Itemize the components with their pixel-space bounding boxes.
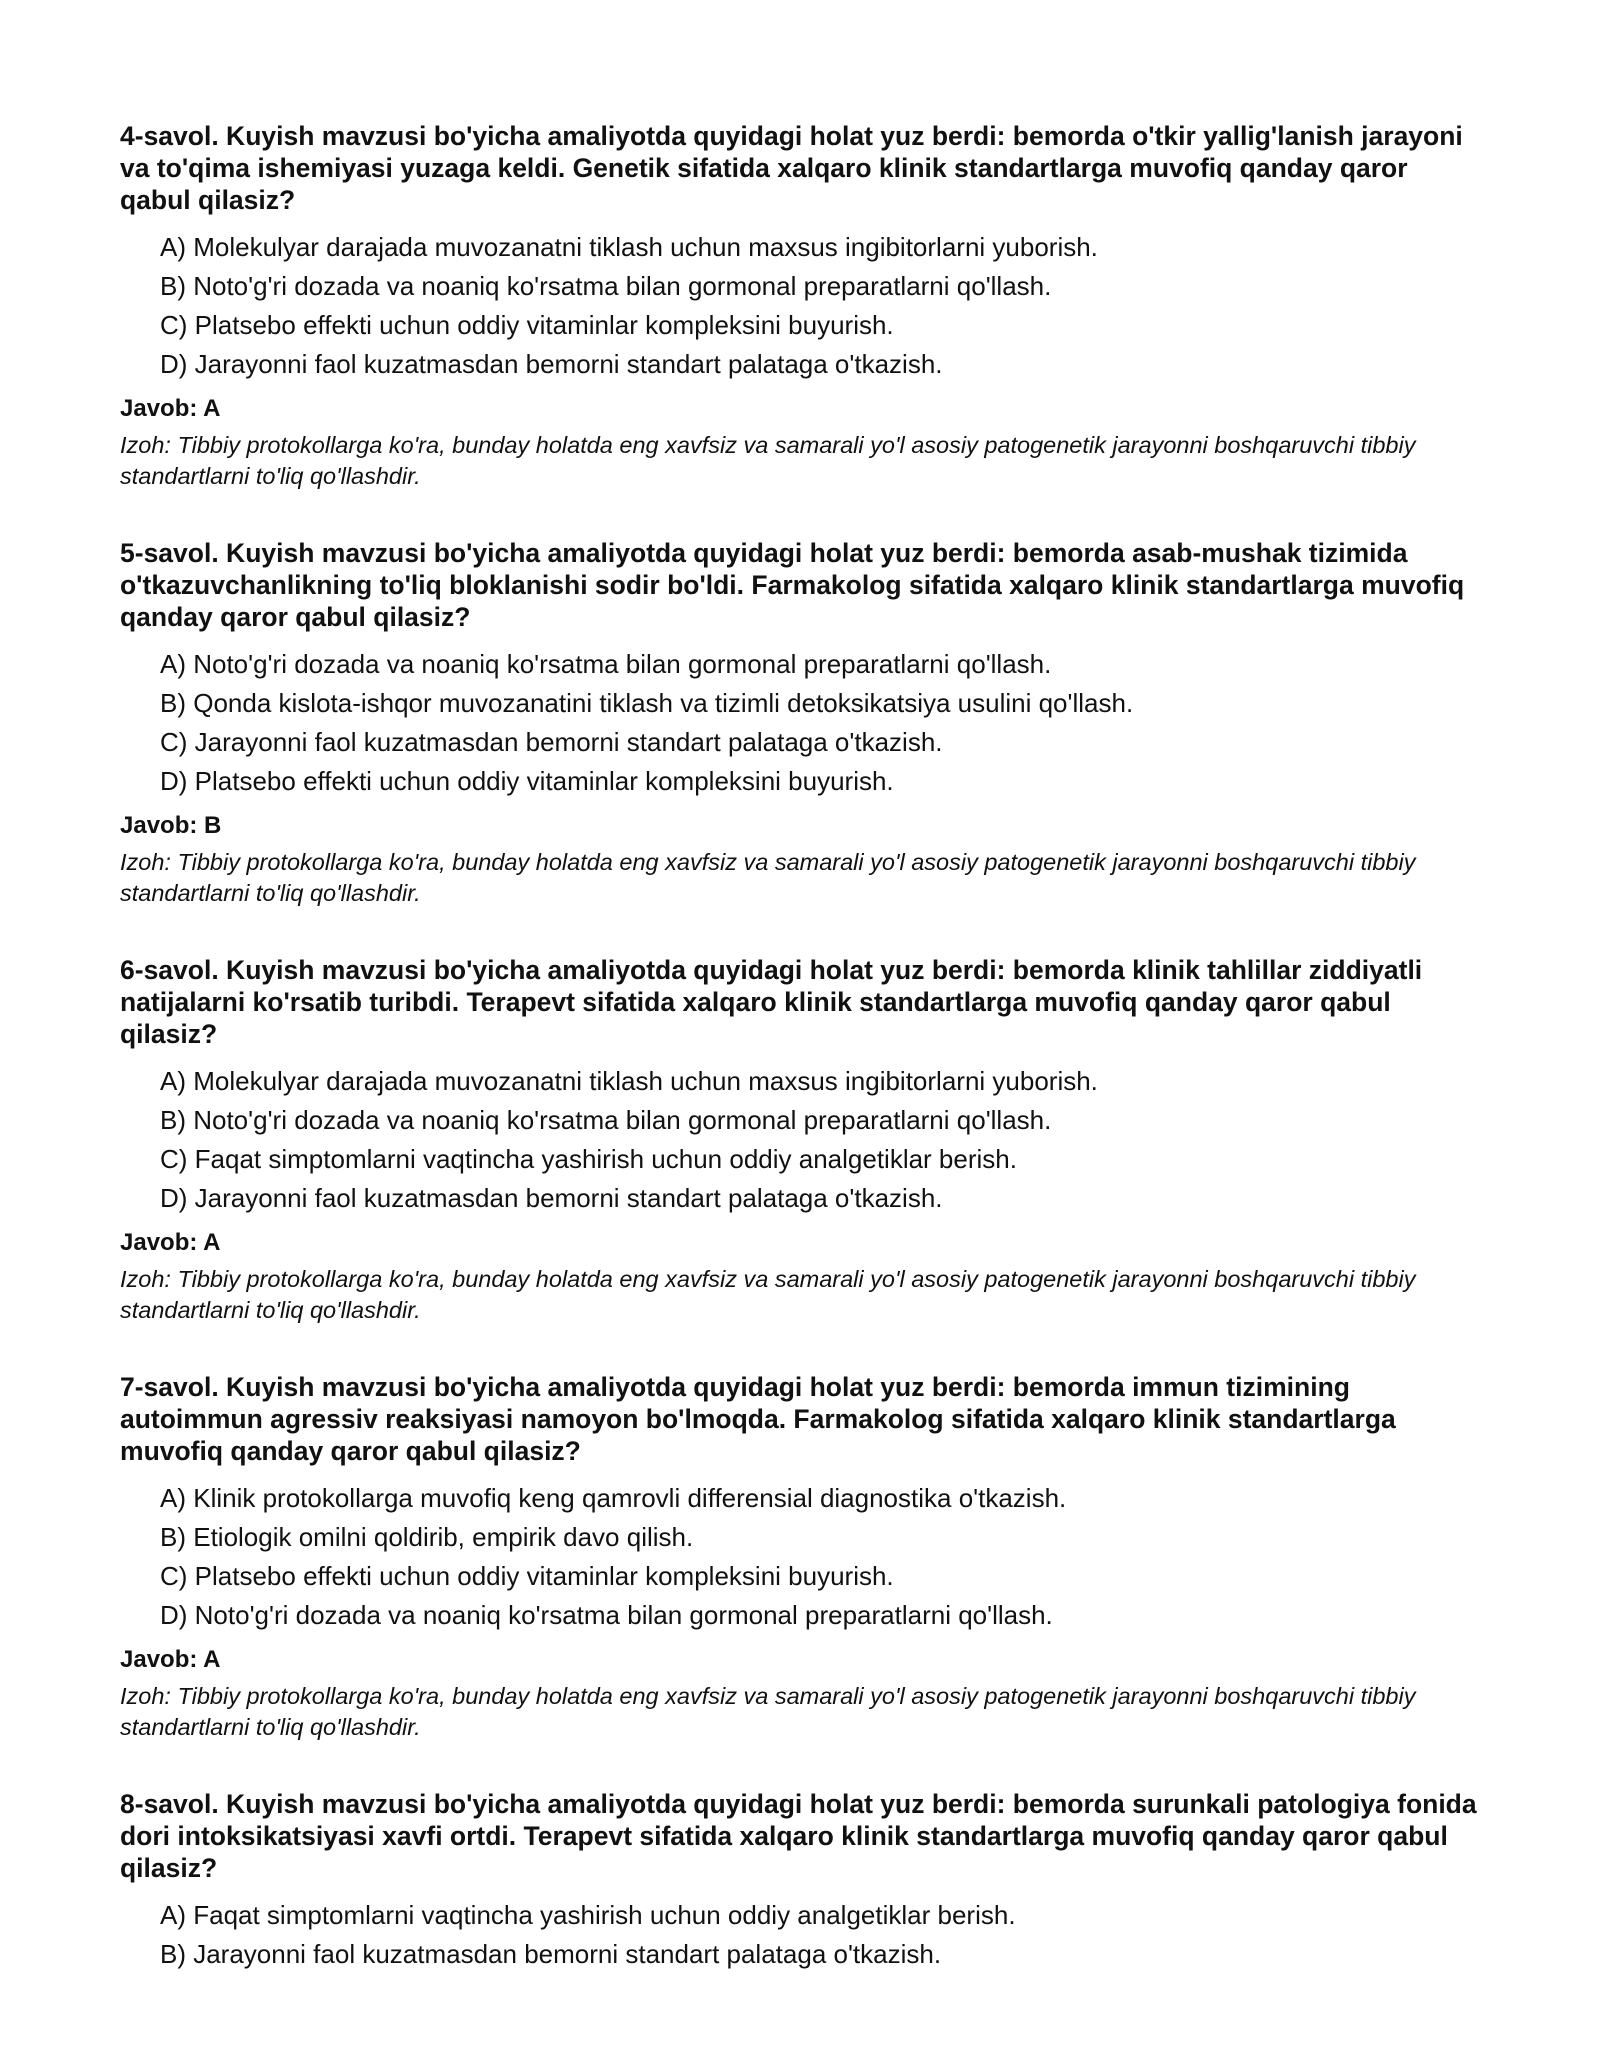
option-d: D) Jarayonni faol kuzatmasdan bemorni standart palataga o'tkazish. (160, 349, 943, 379)
question-title: 8-savol. Kuyish mavzusi bo'yicha amaliyotda quyidagi holat yuz berdi: bemorda surunkali patologiya fonida dori intoksikatsiyasi xavfi ortdi. Terapevt sifatida xalqaro klinik standartlarga muvofiq qanday qaror qabul qilasiz? (120, 1789, 1477, 1883)
option-b: B) Jarayonni faol kuzatmasdan bemorni standart palataga o'tkazish. (160, 1939, 942, 1969)
answer-line: Javob: A (120, 1229, 221, 1256)
option-d: D) Jarayonni faol kuzatmasdan bemorni standart palataga o'tkazish. (160, 1183, 943, 1213)
explanation-note: Izoh: Tibbiy protokollarga ko'ra, bunday holatda eng xavfsiz va samarali yo'l asosiy patogenetik jarayonni boshqaruvchi tibbiy standartlarni to'liq qo'llashdir. (120, 1266, 1416, 1323)
question-8 (120, 1788, 1480, 1974)
question-title: 7-savol. Kuyish mavzusi bo'yicha amaliyotda quyidagi holat yuz berdi: bemorda immun tizimining autoimmun agressiv reaksiyasi namoyon bo'lmoqda. Farmakolog sifatida xalqaro klinik standartlarga muvofiq qanday qaror qabul qilasiz? (120, 1372, 1396, 1466)
option-a: A) Faqat simptomlarni vaqtincha yashirish uchun oddiy analgetiklar berish. (160, 1900, 1016, 1930)
option-d: D) Noto'g'ri dozada va noaniq ko'rsatma bilan gormonal preparatlarni qo'llash. (160, 1600, 1053, 1630)
option-c: C) Platsebo effekti uchun oddiy vitaminlar kompleksini buyurish. (160, 1561, 894, 1591)
question-6 (120, 954, 1480, 1326)
option-list (120, 1479, 1480, 1635)
option-c: C) Faqat simptomlarni vaqtincha yashirish uchun oddiy analgetiklar berish. (160, 1144, 1017, 1174)
explanation-note: Izoh: Tibbiy protokollarga ko'ra, bunday holatda eng xavfsiz va samarali yo'l asosiy patogenetik jarayonni boshqaruvchi tibbiy standartlarni to'liq qo'llashdir. (120, 1683, 1416, 1740)
question-title: 5-savol. Kuyish mavzusi bo'yicha amaliyotda quyidagi holat yuz berdi: bemorda asab-mushak tizimida o'tkazuvchanlikning to'liq bloklanishi sodir bo'ldi. Farmakolog sifatida xalqaro klinik standartlarga muvofiq qanday qaror qabul qilasiz? (120, 538, 1465, 632)
question-5 (120, 537, 1480, 909)
question-title: 4-savol. Kuyish mavzusi bo'yicha amaliyotda quyidagi holat yuz berdi: bemorda o'tkir yallig'lanish jarayoni va to'qima ishemiyasi yuzaga keldi. Genetik sifatida xalqaro klinik standartlarga muvofiq qanday qaror qabul qilasiz? (120, 121, 1463, 215)
option-list (120, 228, 1480, 384)
option-b: B) Qonda kislota-ishqor muvozanatini tiklash va tizimli detoksikatsiya usulini qo'llash. (160, 688, 1134, 718)
answer-line: Javob: A (120, 1646, 221, 1673)
option-c: C) Jarayonni faol kuzatmasdan bemorni standart palataga o'tkazish. (160, 727, 943, 757)
option-d: D) Platsebo effekti uchun oddiy vitaminlar kompleksini buyurish. (160, 766, 894, 796)
option-list (120, 645, 1480, 801)
question-7 (120, 1371, 1480, 1743)
option-b: B) Noto'g'ri dozada va noaniq ko'rsatma bilan gormonal preparatlarni qo'llash. (160, 271, 1052, 301)
option-a: A) Noto'g'ri dozada va noaniq ko'rsatma bilan gormonal preparatlarni qo'llash. (160, 649, 1052, 679)
explanation-note: Izoh: Tibbiy protokollarga ko'ra, bunday holatda eng xavfsiz va samarali yo'l asosiy patogenetik jarayonni boshqaruvchi tibbiy standartlarni to'liq qo'llashdir. (120, 432, 1416, 489)
explanation-note: Izoh: Tibbiy protokollarga ko'ra, bunday holatda eng xavfsiz va samarali yo'l asosiy patogenetik jarayonni boshqaruvchi tibbiy standartlarni to'liq qo'llashdir. (120, 849, 1416, 906)
document-page (120, 120, 1480, 2019)
option-a: A) Molekulyar darajada muvozanatni tiklash uchun maxsus ingibitorlarni yuborish. (160, 1066, 1098, 1096)
option-a: A) Molekulyar darajada muvozanatni tiklash uchun maxsus ingibitorlarni yuborish. (160, 232, 1098, 262)
option-b: B) Etiologik omilni qoldirib, empirik davo qilish. (160, 1522, 694, 1552)
answer-line: Javob: A (120, 395, 221, 422)
answer-line: Javob: B (120, 812, 222, 839)
option-list (120, 1896, 1480, 1974)
option-b: B) Noto'g'ri dozada va noaniq ko'rsatma bilan gormonal preparatlarni qo'llash. (160, 1105, 1052, 1135)
option-list (120, 1062, 1480, 1218)
option-a: A) Klinik protokollarga muvofiq keng qamrovli differensial diagnostika o'tkazish. (160, 1483, 1067, 1513)
question-4 (120, 120, 1480, 492)
option-c: C) Platsebo effekti uchun oddiy vitaminlar kompleksini buyurish. (160, 310, 894, 340)
question-title: 6-savol. Kuyish mavzusi bo'yicha amaliyotda quyidagi holat yuz berdi: bemorda klinik tahlillar ziddiyatli natijalarni ko'rsatib turibdi. Terapevt sifatida xalqaro klinik standartlarga muvofiq qanday qaror qabul qilasiz? (120, 955, 1423, 1049)
